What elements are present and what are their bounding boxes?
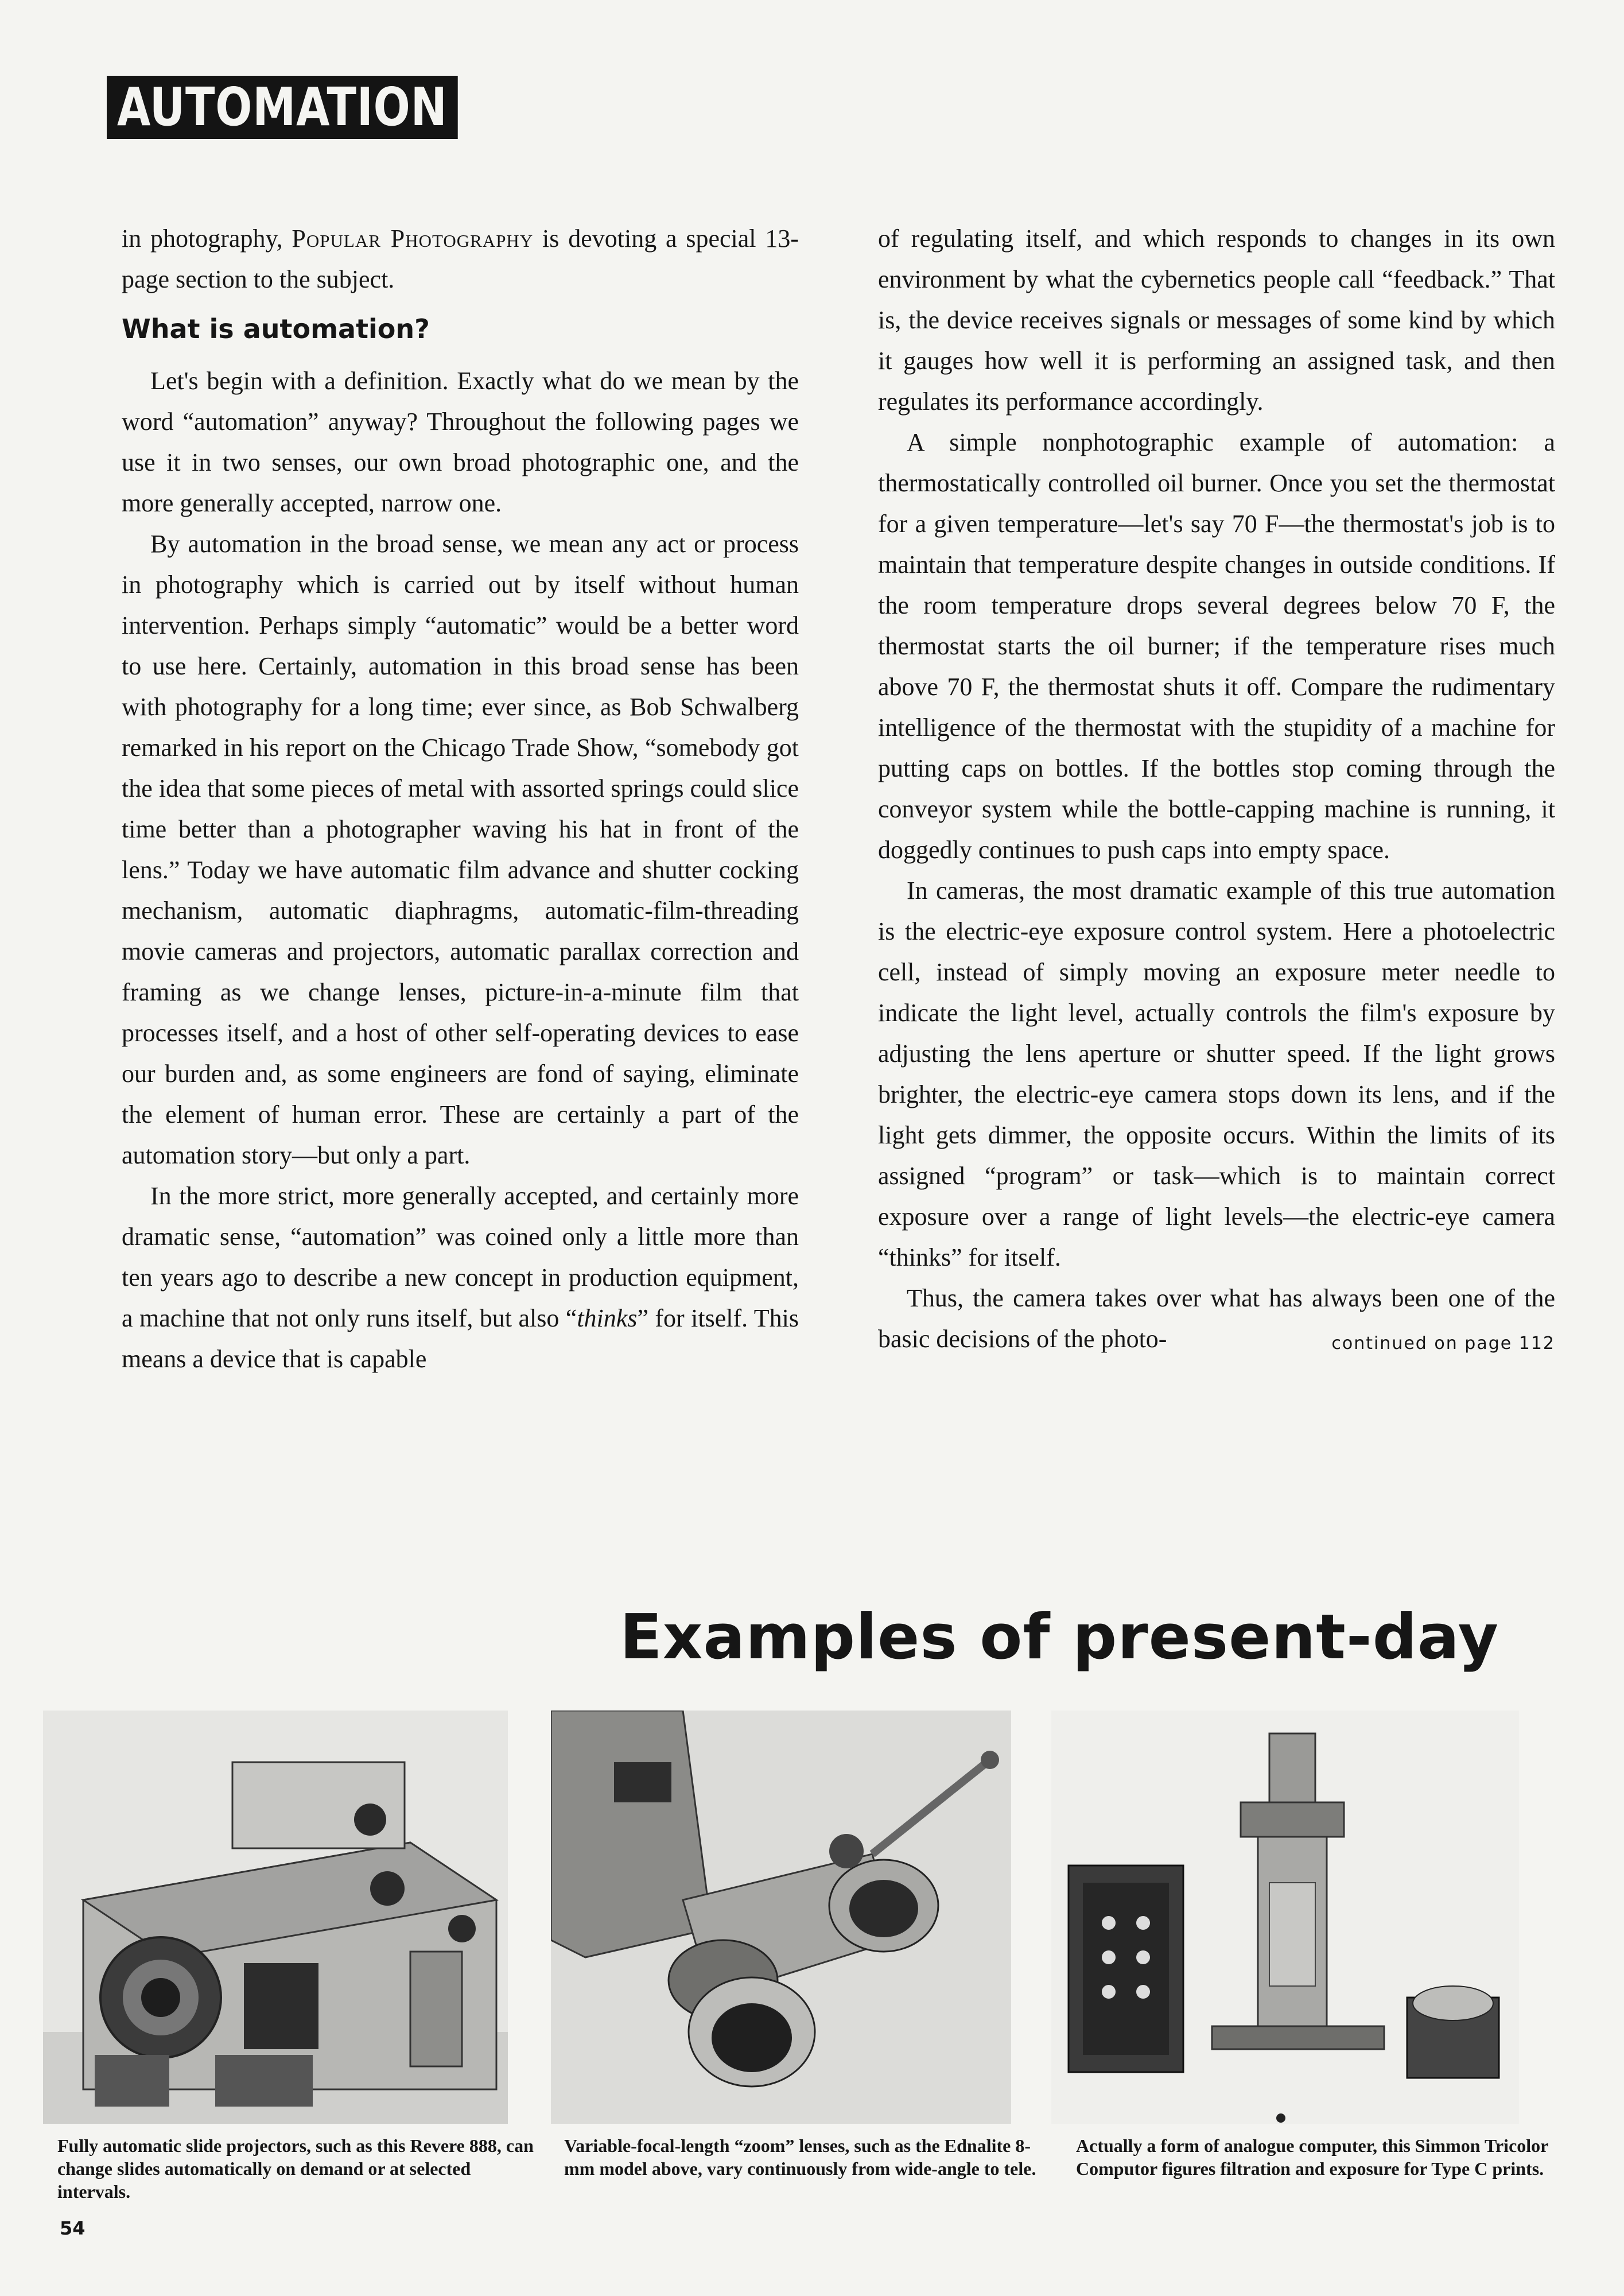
- paragraph-text: In the more strict, more generally accepted, and certainly more dramatic sense, “automation” was coined only a little more than ten years ago to describe a new concept in production equipment, a machine that not only runs itself, but also “: [122, 1182, 799, 1332]
- intro-paragraph: [122, 218, 799, 300]
- paragraph-text: Thus, the camera takes over what has always been one of the basic decisions of the photo-: [878, 1284, 1555, 1353]
- tricolor-computor-photo: [1051, 1711, 1519, 2124]
- paragraph: of regulating itself, and which responds to changes in its own environment by what the cybernetics people call “feedback.” That is, the device receives signals or messages of some kind by which it gauges how well it is performing an assigned task, and then regulates its performance accordingly.: [878, 224, 1555, 416]
- photo-caption: Actually a form of analogue computer, this Simmon Tricolor Computor figures filtration and exposure for Type C prints.: [1076, 2135, 1548, 2179]
- magazine-name: Popular Photography: [292, 224, 534, 253]
- photo-caption: Variable-focal-length “zoom” lenses, such as the Ednalite 8-mm model above, vary continuously from wide-angle to tele.: [564, 2135, 1036, 2179]
- page-number: 54: [60, 2217, 86, 2239]
- photo-caption: Fully automatic slide projectors, such as this Revere 888, can change slides automatically on demand or at selected intervals.: [57, 2135, 534, 2202]
- paragraph: Let's begin with a definition. Exactly what do we mean by the word “automation” anyway? Throughout the following pages we use it in two senses, our own broad photographic one, and the more generally accepted, narrow one.: [122, 367, 799, 517]
- subhead: What is automation?: [122, 313, 430, 344]
- examples-title: Examples of present-day: [619, 1601, 1499, 1673]
- continued-note[interactable]: continued on page 112: [1331, 1333, 1555, 1353]
- section-tag: AUTOMATION: [107, 76, 458, 139]
- zoom-lens-camera-illustration: [551, 1711, 1011, 2124]
- paragraph: A simple nonphotographic example of automation: a thermostatically controlled oil burner. Once you set the thermostat for a given temperature—let's say 70 F—the thermostat's job is to maintain that temperature despite changes in outside conditions. If the room temperature drops several degrees below 70 F, the thermostat starts the oil burner; if the temperature rises much above 70 F, the thermostat shuts it off. Compare the rudimentary intelligence of the thermostat with the stupidity of a machine for putting caps on bottles. If the bottles stop coming through the conveyor system while the bottle-capping machine is running, it doggedly continues to push caps into empty space.: [878, 428, 1555, 864]
- intro-pre: in photography,: [122, 224, 292, 253]
- paragraph: [878, 1278, 1555, 1359]
- emphasis-text: thinks: [577, 1304, 638, 1332]
- tricolor-computor-illustration: [1051, 1711, 1519, 2124]
- slide-projector-photo: [43, 1711, 508, 2124]
- article-column-left: [122, 218, 799, 1379]
- zoom-lens-camera-photo: [551, 1711, 1011, 2124]
- intro-post: is devoting a special 13-page section to the subject.: [122, 224, 799, 293]
- article-column-right: [878, 218, 1555, 1364]
- paragraph-text: ” for itself. This means a device that is capable: [122, 1304, 799, 1373]
- paragraph: By automation in the broad sense, we mean any act or process in photography which is carried out by itself without human intervention. Perhaps simply “automatic” would be a better word to use here. Certainly, automation in this broad sense has been with photography for a long time; ever since, as Bob Schwalberg remarked in his report on the Chicago Trade Show, “somebody got the idea that some pieces of metal with assorted springs could slice time better than a photographer waving his hat in front of the lens.” Today we have automatic film advance and shutter cocking mechanism, automatic diaphragms, automatic-film-threading movie cameras and projectors, automatic parallax correction and framing as we change lenses, picture-in-a-minute film that processes itself, and a host of other self-operating devices to ease our burden and, as some engineers are fond of saying, eliminate the element of human error. These are certainly a part of the automation story—but only a part.: [122, 530, 799, 1169]
- slide-projector-illustration: [43, 1711, 508, 2124]
- paragraph: [122, 1176, 799, 1379]
- paragraph: In cameras, the most dramatic example of this true automation is the electric-eye exposure control system. Here a photoelectric cell, instead of simply moving an exposure meter needle to indicate the light level, actually controls the film's exposure by adjusting the lens aperture or shutter speed. If the light grows brighter, the electric-eye camera stops down its lens, and if the light gets dimmer, the opposite occurs. Within the limits of its assigned “program” or task—which is to maintain correct exposure over a range of light levels—the electric-eye camera “thinks” for itself.: [878, 876, 1555, 1271]
